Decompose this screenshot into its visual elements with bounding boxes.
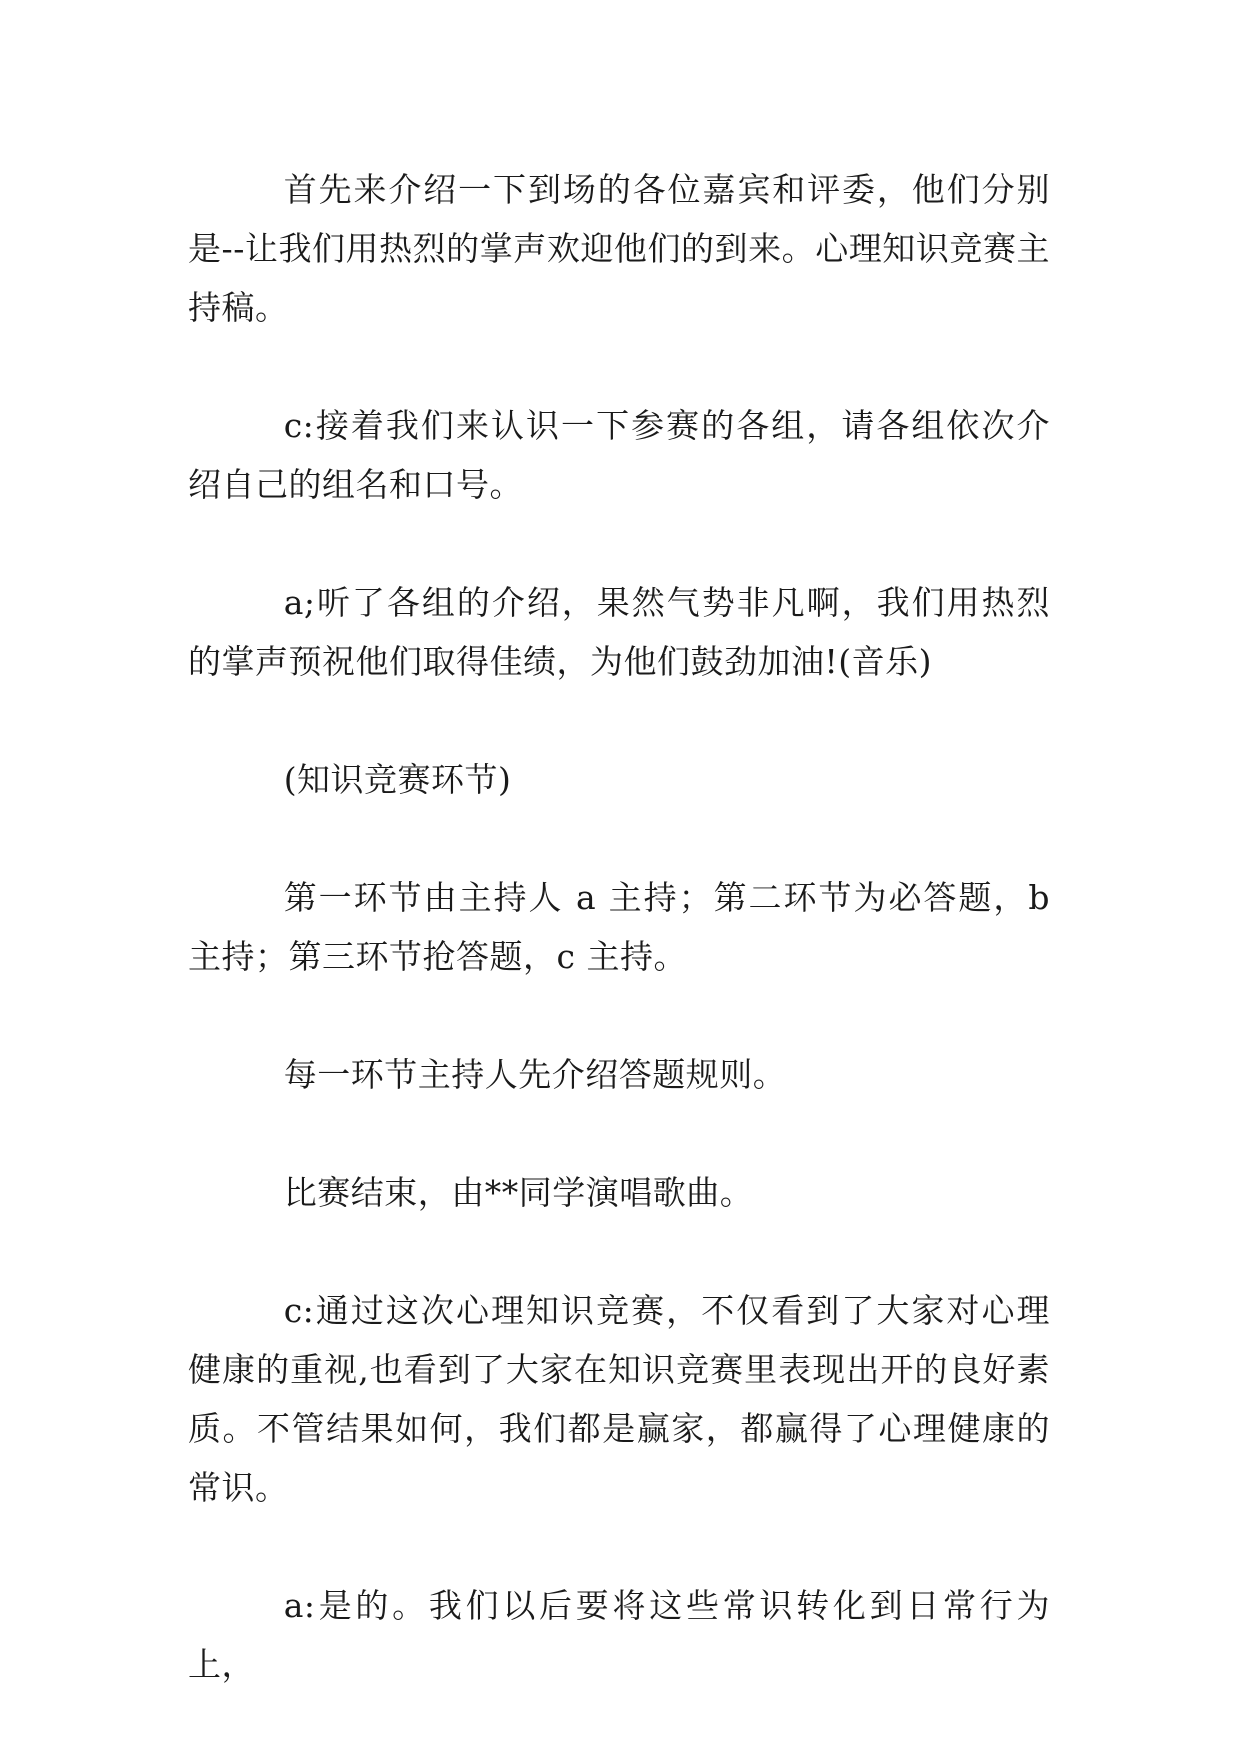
paragraph-gap xyxy=(188,691,1050,750)
document-body xyxy=(188,160,1050,1694)
paragraph-rules-intro: 每一环节主持人先介绍答题规则。 xyxy=(283,1055,787,1094)
paragraph-guests-intro: 首先来介绍一下到场的各位嘉宾和评委，他们分别是--让我们用热烈的掌声欢迎他们的到来。心理知识竞赛主持稿。 xyxy=(188,170,1050,327)
paragraph-gap xyxy=(188,1222,1050,1281)
paragraph-gap xyxy=(188,337,1050,396)
paragraph-gap xyxy=(188,1517,1050,1576)
paragraph-gap xyxy=(188,986,1050,1045)
paragraph-rounds-hosts: 第一环节由主持人 a 主持；第二环节为必答题，b 主持；第三环节抢答题，c 主持。 xyxy=(188,878,1050,976)
paragraph-song-performance: 比赛结束，由**同学演唱歌曲。 xyxy=(283,1173,754,1212)
paragraph-a-closing: a:是的。我们以后要将这些常识转化到日常行为上， xyxy=(188,1586,1050,1684)
paragraph-c-conclusion: c:通过这次心理知识竞赛，不仅看到了大家对心理健康的重视,也看到了大家在知识竞赛里表现出开的良好素质。不管结果如何，我们都是赢家，都赢得了心理健康的常识。 xyxy=(188,1291,1050,1507)
paragraph-quiz-section-heading: (知识竞赛环节) xyxy=(283,760,512,799)
paragraph-gap xyxy=(188,514,1050,573)
paragraph-gap xyxy=(188,809,1050,868)
paragraph-gap xyxy=(188,1104,1050,1163)
paragraph-a-cheer: a;听了各组的介绍，果然气势非凡啊，我们用热烈的掌声预祝他们取得佳绩，为他们鼓劲加油!(音乐) xyxy=(188,583,1050,681)
paragraph-c-groups-intro: c:接着我们来认识一下参赛的各组，请各组依次介绍自己的组名和口号。 xyxy=(188,406,1050,504)
